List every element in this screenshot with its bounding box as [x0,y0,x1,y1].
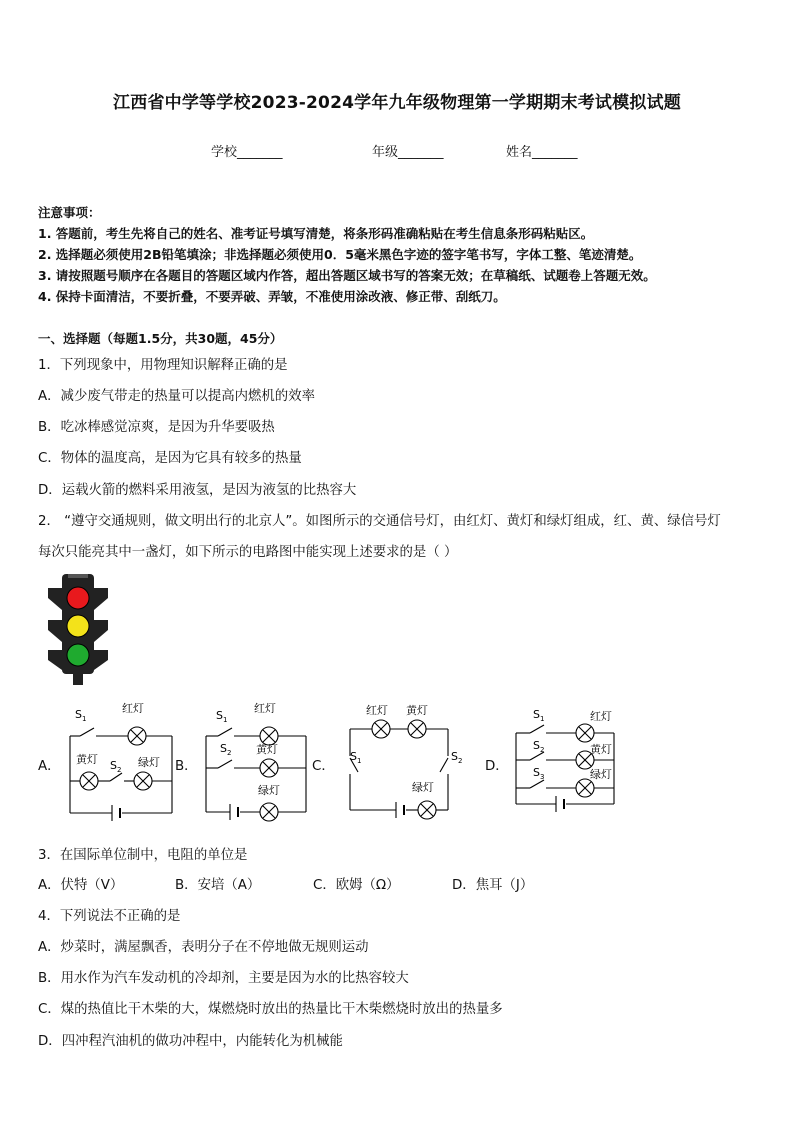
green-lamp-label: 绿灯 [590,768,612,781]
notice-heading: 注意事项： [38,205,101,220]
question-2-stem-line2: 每次只能亮其中一盏灯，如下所示的电路图中能实现上述要求的是（ ） [38,545,458,560]
switch-s1-subscript: 1 [540,715,545,723]
switch-s1-subscript: 1 [82,715,87,723]
question-1-option-a[interactable]: A．减少废气带走的热量可以提高内燃机的效率 [38,389,315,404]
yellow-lamp-label: 黄灯 [256,743,278,756]
question-4-option-a[interactable]: A．炒菜时，满屋飘香，表明分子在不停地做无规则运动 [38,940,369,955]
switch-s1-subscript: 1 [223,716,228,724]
notice-item: 4. 保持卡面清洁，不要折叠，不要弄破、弄皱，不准使用涂改液、修正带、刮纸刀。 [38,289,506,304]
notice-item: 1. 答题前，考生先将自己的姓名、准考证号填写清楚，将条形码准确粘贴在考生信息条形码粘贴区。 [38,226,594,241]
switch-s2-subscript: 2 [458,757,463,765]
section-heading: 一、选择题（每题1.5分，共30题，45分） [38,331,283,346]
yellow-lamp-label: 黄灯 [406,704,428,717]
question-4-option-b[interactable]: B．用水作为汽车发动机的冷却剂，主要是因为水的比热容较大 [38,971,409,986]
question-4-stem: 4．下列说法不正确的是 [38,909,181,924]
red-lamp-label: 红灯 [366,704,388,717]
red-lamp-label: 红灯 [590,710,612,723]
question-3-option-a[interactable]: A．伏特（V） [38,878,124,893]
yellow-light [67,615,89,637]
question-1-option-d[interactable]: D．运载火箭的燃料采用液氢，是因为液氢的比热容大 [38,483,357,498]
yellow-lamp-label: 黄灯 [76,753,98,766]
question-1-stem: 1．下列现象中，用物理知识解释正确的是 [38,358,288,373]
question-2-stem-line1: 2． “遵守交通规则，做文明出行的北京人”。如图所示的交通信号灯，由红灯、黄灯和绿灯组成，红、黄、绿信号灯 [38,514,721,529]
question-1-option-b[interactable]: B．吃冰棒感觉凉爽，是因为升华要吸热 [38,420,275,435]
switch-s1-label: S [75,708,82,721]
green-light [67,644,89,666]
circuit-d-diagram [508,700,628,825]
switch-s2-label: S [451,750,458,763]
grade-field: 年级_______ [372,145,444,160]
switch-s1-label: S [533,708,540,721]
switch-s2-subscript: 2 [540,746,545,754]
notice-item: 3. 请按照题号顺序在各题目的答题区域内作答，超出答题区域书写的答案无效；在草稿纸、试题卷上答题无效。 [38,268,656,283]
name-field: 姓名_______ [506,145,578,160]
red-light [67,587,89,609]
question-3-stem: 3．在国际单位制中，电阻的单位是 [38,848,248,863]
yellow-lamp-label: 黄灯 [590,743,612,756]
switch-s1-label: S [216,709,223,722]
switch-s3-label: S [533,766,540,779]
red-lamp-label: 红灯 [122,702,144,715]
circuit-c-diagram [336,698,466,828]
question-4-option-d[interactable]: D．四冲程汽油机的做功冲程中，内能转化为机械能 [38,1034,343,1049]
question-1-option-c[interactable]: C．物体的温度高，是因为它具有较多的热量 [38,451,302,466]
question-3-option-c[interactable]: C．欧姆（Ω） [313,878,400,893]
circuit-a-label[interactable]: A． [38,759,61,774]
switch-s1-subscript: 1 [357,757,362,765]
green-lamp-label: 绿灯 [258,784,280,797]
circuit-c-label[interactable]: C． [312,759,335,774]
traffic-light-figure [40,570,115,688]
circuit-b-diagram [196,698,314,828]
switch-s2-subscript: 2 [117,766,122,774]
switch-s3-subscript: 3 [540,773,545,781]
circuit-d-label[interactable]: D． [485,759,509,774]
green-lamp-label: 绿灯 [138,756,160,769]
green-lamp-label: 绿灯 [412,781,434,794]
circuit-a-diagram [60,698,178,828]
switch-s2-label: S [110,759,117,772]
question-3-option-b[interactable]: B．安培（A） [175,878,261,893]
circuit-b-label[interactable]: B． [175,759,198,774]
switch-s2-label: S [533,739,540,752]
question-3-option-d[interactable]: D．焦耳（J） [452,878,534,893]
switch-s1-label: S [350,750,357,763]
exam-title: 江西省中学等学校2023-2024学年九年级物理第一学期期末考试模拟试题 [113,93,681,113]
switch-s2-subscript: 2 [227,749,232,757]
red-lamp-label: 红灯 [254,702,276,715]
question-4-option-c[interactable]: C．煤的热值比干木柴的大，煤燃烧时放出的热量比干木柴燃烧时放出的热量多 [38,1002,503,1017]
switch-s2-label: S [220,742,227,755]
school-field: 学校_______ [211,145,283,160]
notice-item: 2. 选择题必须使用2B铅笔填涂；非选择题必须使用0．5毫米黑色字迹的签字笔书写，字体工整、笔迹清楚。 [38,247,642,262]
